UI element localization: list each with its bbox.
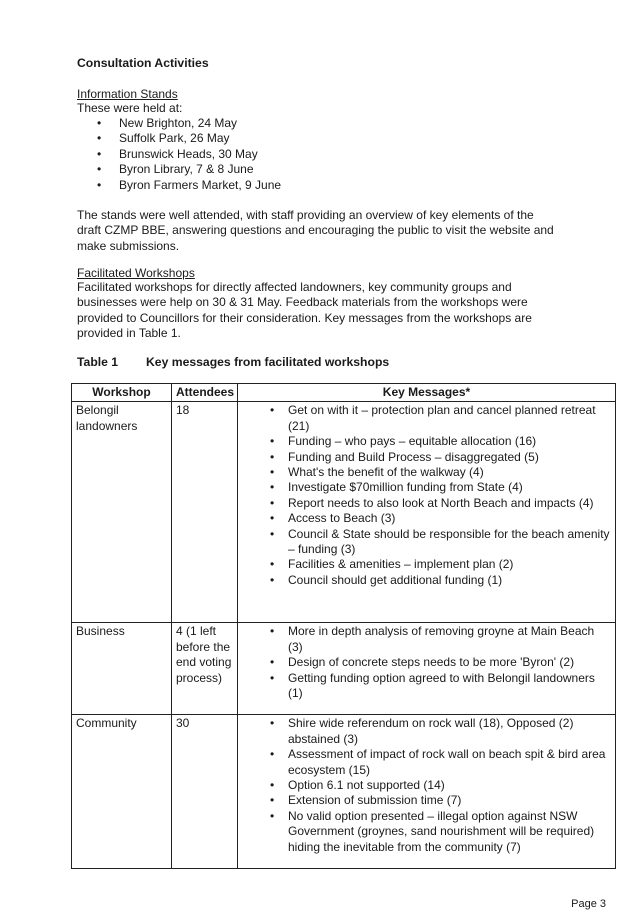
message-item: • Facilities & amenities – implement plan (2) (242, 557, 611, 572)
message-item: • Funding and Build Process – disaggregated (5) (242, 450, 611, 465)
attendees-cell: 30 (172, 715, 238, 869)
message-item: • Design of concrete steps needs to be more 'Byron' (2) (242, 655, 611, 670)
workshop-cell: Community (72, 715, 172, 869)
messages-cell (238, 402, 616, 623)
workshop-cell: Belongil landowners (72, 402, 172, 623)
message-item: • Get on with it – protection plan and cancel planned retreat (21) (242, 403, 611, 434)
message-item: • No valid option presented – illegal option against NSW Government (groynes, sand nourishment will be required) hiding the inevitable from the community (7) (242, 809, 611, 855)
table-header-row (72, 384, 616, 402)
list-item: • Brunswick Heads, 30 May (77, 147, 281, 162)
info-stands-paragraph: The stands were well attended, with staff providing an overview of key elements of the draft CZMP BBE, answering questions and encouraging the public to visit the website and make submissions. (77, 208, 554, 253)
message-item: • Option 6.1 not supported (14) (242, 778, 611, 793)
table-row (72, 623, 616, 715)
list-item: • Suffolk Park, 26 May (77, 131, 281, 146)
list-item: • Byron Farmers Market, 9 June (77, 178, 281, 193)
message-item: • Council & State should be responsible for the beach amenity – funding (3) (242, 527, 611, 558)
message-item: • What's the benefit of the walkway (4) (242, 465, 611, 480)
message-item: • More in depth analysis of removing groyne at Main Beach (3) (242, 624, 611, 655)
table-label: Table 1 (77, 355, 119, 369)
message-item: • Assessment of impact of rock wall on beach spit & bird area ecosystem (15) (242, 747, 611, 778)
message-item: • Report needs to also look at North Beach and impacts (4) (242, 496, 611, 511)
attendees-cell: 18 (172, 402, 238, 623)
messages-cell (238, 715, 616, 869)
table-row (72, 715, 616, 869)
info-stands-heading: Information Stands (77, 87, 178, 101)
message-item: • Getting funding option agreed to with Belongil landowners (1) (242, 671, 611, 702)
list-item: • Byron Library, 7 & 8 June (77, 162, 281, 177)
info-stands-list (77, 116, 281, 193)
message-item: • Extension of submission time (7) (242, 793, 611, 808)
page-number: Page 3 (571, 898, 606, 910)
info-stands-intro: These were held at: (77, 101, 183, 115)
messages-cell (238, 623, 616, 715)
header-key-messages: Key Messages* (238, 384, 616, 402)
list-item: • New Brighton, 24 May (77, 116, 281, 131)
message-item: • Access to Beach (3) (242, 511, 611, 526)
section-title: Consultation Activities (77, 56, 209, 70)
workshops-paragraph: Facilitated workshops for directly affected landowners, key community groups and businesses were help on 30 & 31 May. Feedback materials from the workshops were provided to Councillors for their consideration. Key messages from the workshops are provided in Table 1. (77, 280, 532, 341)
message-item: • Shire wide referendum on rock wall (18), Opposed (2) abstained (3) (242, 716, 611, 747)
key-messages-table (71, 383, 616, 869)
table-row (72, 402, 616, 623)
header-workshop: Workshop (72, 384, 172, 402)
table-caption: Key messages from facilitated workshops (146, 355, 390, 369)
message-item: • Funding – who pays – equitable allocation (16) (242, 434, 611, 449)
header-attendees: Attendees (172, 384, 238, 402)
attendees-cell: 4 (1 left before the end voting process) (172, 623, 238, 715)
message-item: • Investigate $70million funding from State (4) (242, 480, 611, 495)
message-item: • Council should get additional funding (1) (242, 573, 611, 588)
workshops-heading: Facilitated Workshops (77, 266, 195, 280)
workshop-cell: Business (72, 623, 172, 715)
